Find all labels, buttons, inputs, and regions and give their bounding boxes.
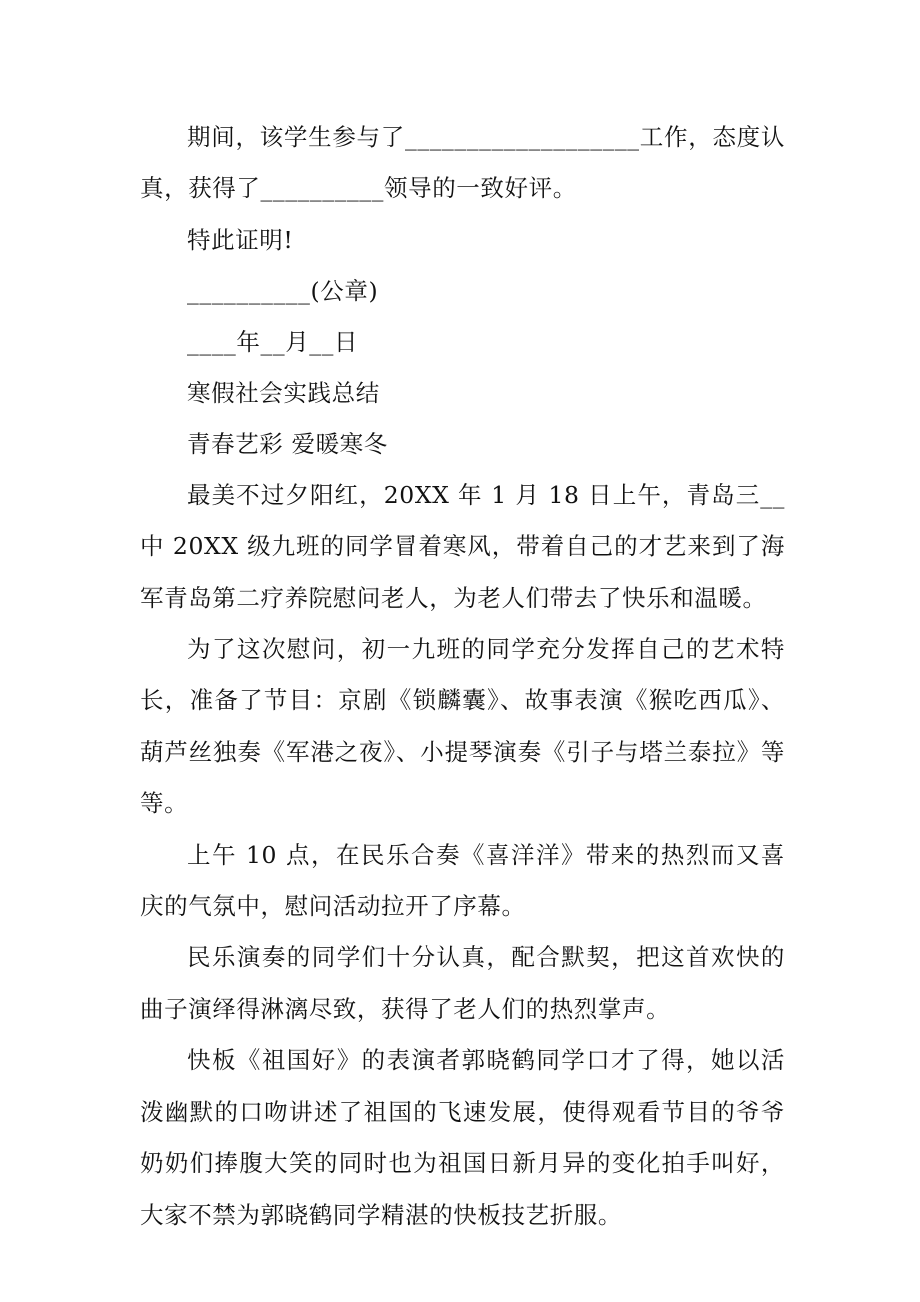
summary-title: 寒假社会实践总结 bbox=[187, 378, 380, 407]
certificate-seal: __________(公章) bbox=[187, 276, 379, 305]
summary-paragraph: 上午 10 点，在民乐合奏《喜洋洋》带来的热烈而又喜庆的气氛中，慰问活动拉开了序幕。 bbox=[140, 840, 785, 921]
certificate-date: ____年__月__日 bbox=[187, 327, 359, 356]
summary-paragraph: 快板《祖国好》的表演者郭晓鹤同学口才了得，她以活泼幽默的口吻讲述了祖国的飞速发展，使得观看节目的爷爷奶奶们捧腹大笑的同时也为祖国日新月异的变化拍手叫好，大家不禁为郭晓鹤同学精湛的快板技艺折服。 bbox=[140, 1046, 785, 1229]
certificate-closing: 特此证明! bbox=[187, 225, 294, 254]
summary-paragraph: 为了这次慰问，初一九班的同学充分发挥自己的艺术特长，准备了节目：京剧《锁麟囊》、故事表演《猴吃西瓜》、葫芦丝独奏《军港之夜》、小提琴演奏《引子与塔兰泰拉》等等。 bbox=[140, 635, 785, 818]
certificate-participation: 期间，该学生参与了___________________工作，态度认真，获得了__________领导的一致好评。 bbox=[140, 123, 785, 203]
summary-paragraph: 最美不过夕阳红，20XX 年 1 月 18 日上午，青岛三__中 20XX 级九班的同学冒着寒风，带着自己的才艺来到了海军青岛第二疗养院慰问老人，为老人们带去了快乐和温暖。 bbox=[140, 480, 785, 612]
document-body bbox=[140, 112, 785, 1241]
summary-subtitle: 青春艺彩 爱暖寒冬 bbox=[187, 429, 388, 458]
summary-paragraph: 民乐演奏的同学们十分认真，配合默契，把这首欢快的曲子演绎得淋漓尽致，获得了老人们的热烈掌声。 bbox=[140, 943, 785, 1023]
